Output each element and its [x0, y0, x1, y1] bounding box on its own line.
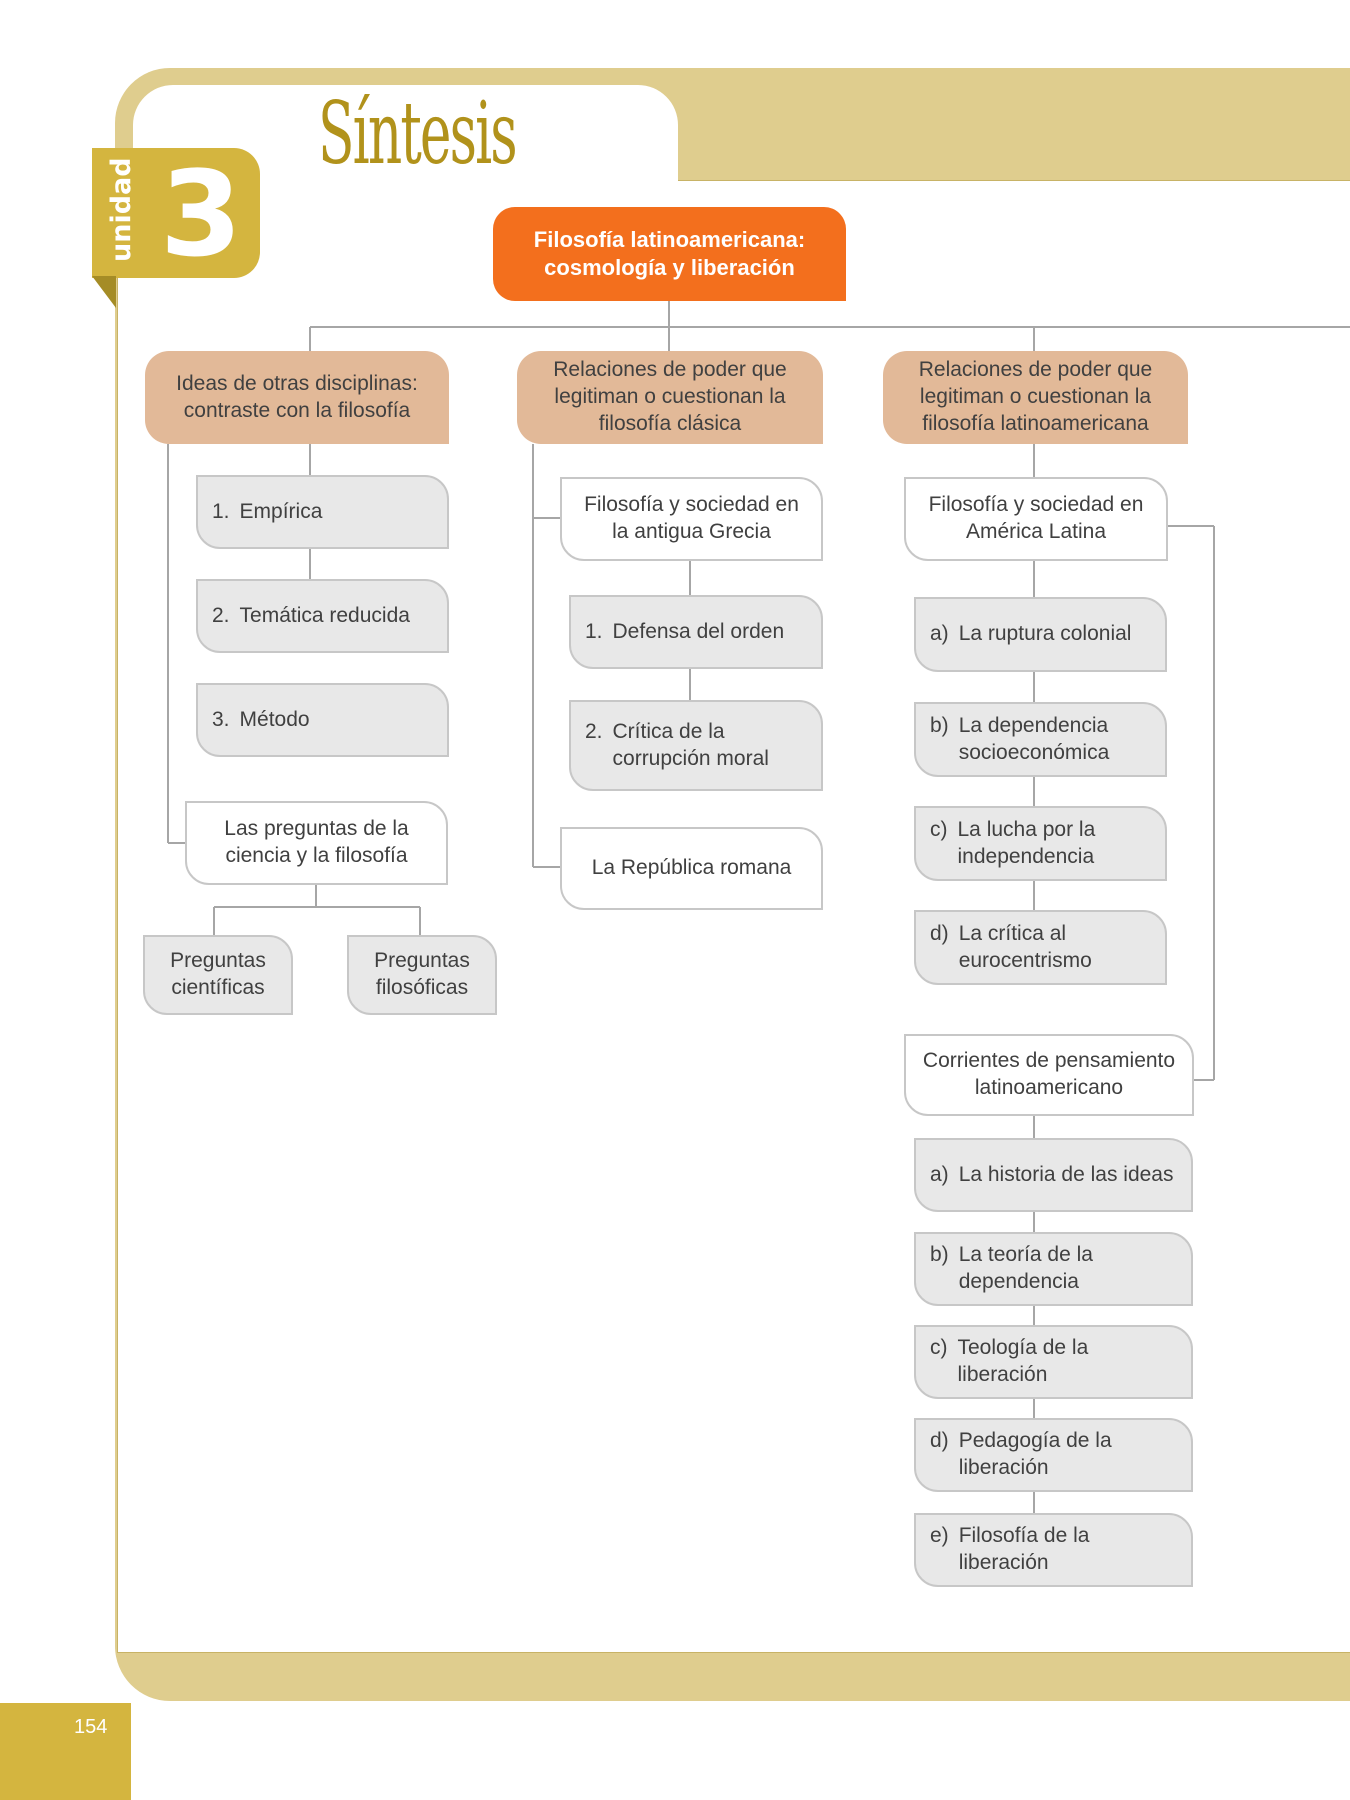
unit-label: unidad [106, 157, 137, 262]
page-number-box [0, 1703, 131, 1800]
list-item: 2. Temática reducida [196, 579, 449, 653]
list-item: b) La teoría de la dependencia [914, 1232, 1193, 1306]
list-item: c) Teología de la liberación [914, 1325, 1193, 1399]
root-line-1: Filosofía latinoamericana: [533, 226, 806, 252]
list-item: 1. Empírica [196, 475, 449, 549]
root-line-2: cosmología y liberación [544, 255, 795, 280]
list-item: d) La crítica al eurocentrismo [914, 910, 1167, 985]
list-item: a) La ruptura colonial [914, 597, 1167, 672]
scientific-questions-node: Preguntas científicas [143, 935, 293, 1015]
greece-node: Filosofía y sociedad en la antigua Grecia [560, 477, 823, 561]
col1-header: Ideas de otras disciplinas: contraste con la filosofía [145, 351, 449, 444]
list-item: c) La lucha por la independencia [914, 806, 1167, 881]
currents-node: Corrientes de pensamiento latinoamericano [904, 1034, 1194, 1116]
page-title: Síntesis [318, 84, 516, 184]
col2-header: Relaciones de poder que legitiman o cuestionan la filosofía clásica [517, 351, 823, 444]
america-node: Filosofía y sociedad en América Latina [904, 477, 1168, 561]
col3-header: Relaciones de poder que legitiman o cuestionan la filosofía latinoamericana [883, 351, 1188, 444]
root-node [493, 207, 846, 301]
list-item: 2. Crítica de la corrupción moral [569, 700, 823, 791]
list-item: e) Filosofía de la liberación [914, 1513, 1193, 1587]
list-item: a) La historia de las ideas [914, 1138, 1193, 1212]
list-item: 3. Método [196, 683, 449, 757]
list-item: b) La dependencia socioeconómica [914, 702, 1167, 777]
unit-number: 3 [160, 145, 243, 283]
page-number: 154 [74, 1716, 108, 1738]
philosophical-questions-node: Preguntas filosóficas [347, 935, 497, 1015]
list-item: 1. Defensa del orden [569, 595, 823, 669]
questions-node: Las preguntas de la ciencia y la filosofía [185, 801, 448, 885]
rome-node: La República romana [560, 827, 823, 910]
list-item: d) Pedagogía de la liberación [914, 1418, 1193, 1492]
